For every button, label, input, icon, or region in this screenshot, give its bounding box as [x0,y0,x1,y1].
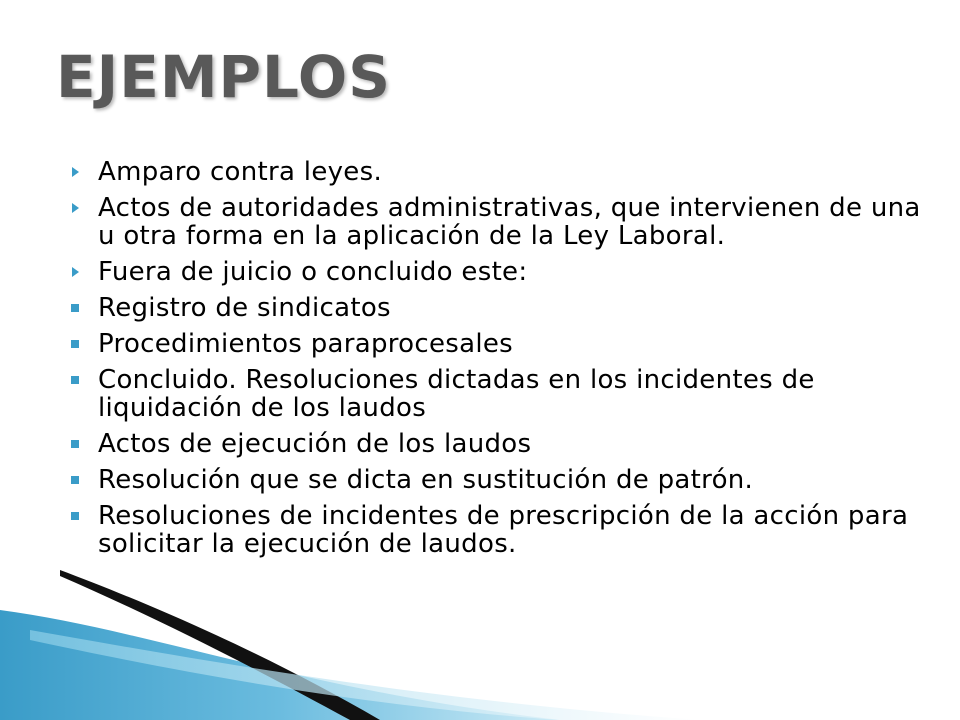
square-bullet-icon [70,339,80,349]
bullet-item [70,158,930,186]
bullet-item [70,258,930,286]
square-bullet-icon [70,375,80,385]
bullet-text: Actos de ejecución de los laudos [98,429,532,459]
bullet-text: Resolución que se dicta en sustitución de patrón. [98,465,754,495]
bullet-text: Procedimientos paraprocesales [98,329,514,359]
decorative-swoosh [0,570,960,720]
square-bullet-icon [70,475,80,485]
square-bullet-icon [70,511,80,521]
bullet-text: Resoluciones de incidentes de prescripción de la acción para solicitar la ejecución de laudos. [98,501,909,559]
square-bullet-icon [70,439,80,449]
bullet-item [70,330,930,358]
bullet-list [70,158,930,566]
bullet-text: Actos de autoridades administrativas, que intervienen de una u otra forma en la aplicación de la Ley Laboral. [98,193,921,251]
square-bullet-icon [70,303,80,313]
bullet-text: Registro de sindicatos [98,293,391,323]
slide-title: EJEMPLOS [56,43,392,111]
bullet-item [70,430,930,458]
bullet-item [70,194,930,250]
bullet-item [70,502,930,558]
triangle-bullet-icon [70,267,80,277]
triangle-bullet-icon [70,203,80,213]
triangle-bullet-icon [70,167,80,177]
bullet-item [70,366,930,422]
bullet-text: Concluido. Resoluciones dictadas en los incidentes de liquidación de los laudos [98,365,815,423]
bullet-text: Fuera de juicio o concluido este: [98,257,528,287]
bullet-item [70,294,930,322]
bullet-text: Amparo contra leyes. [98,157,383,187]
bullet-item [70,466,930,494]
